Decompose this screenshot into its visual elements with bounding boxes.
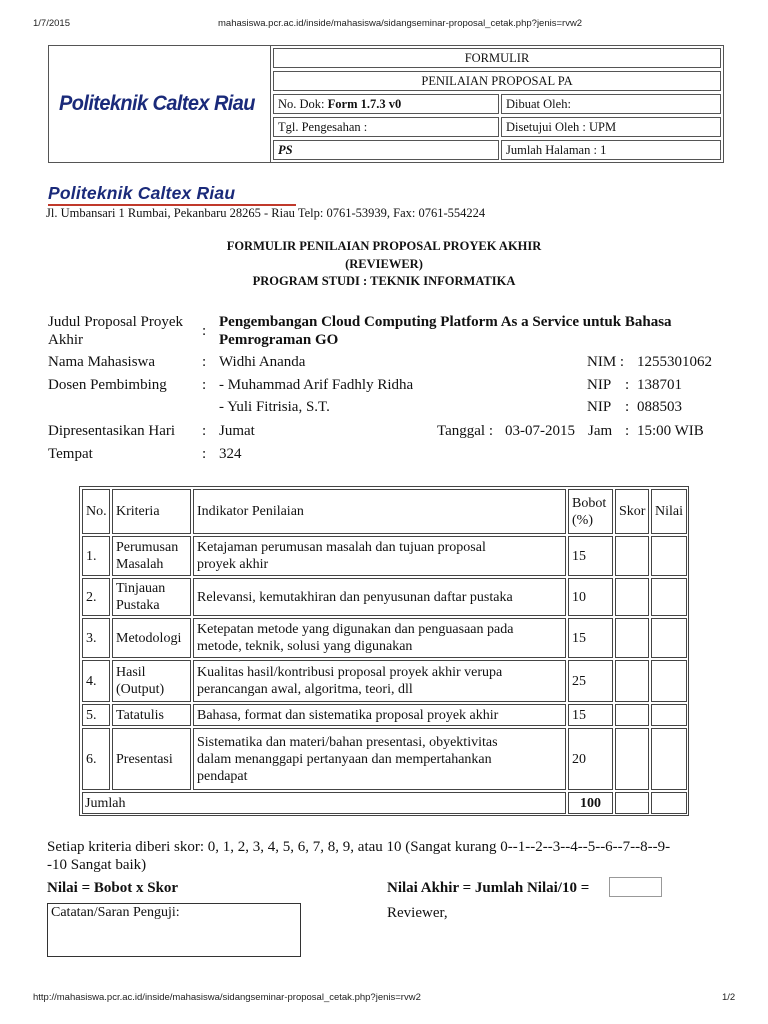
row-6-bobot: 20 — [572, 751, 586, 767]
row-5-nilai-cell[interactable] — [651, 704, 687, 726]
hari-value: Jumat — [219, 423, 255, 439]
assessment-table — [79, 486, 689, 816]
row-6-skor-cell[interactable] — [615, 728, 649, 790]
header-no — [82, 489, 110, 534]
tempat-label: Tempat — [48, 446, 93, 462]
institution-address: Jl. Umbansari 1 Rumbai, Pekanbaru 28265 - Riau Telp: 0761-53939, Fax: 0761-554224 — [46, 206, 486, 220]
table-row-bobot — [568, 618, 613, 658]
row-1-nilai-cell[interactable] — [651, 536, 687, 576]
table-row-indikator — [193, 618, 566, 658]
row-1-kriteria-cont: Masalah — [116, 557, 164, 572]
table-row-kriteria — [112, 578, 191, 616]
jumlah-label-cell — [82, 792, 566, 814]
nilai-akhir-input[interactable] — [609, 877, 662, 897]
ps-cell: PS — [273, 140, 499, 160]
row-4-skor-cell[interactable] — [615, 660, 649, 702]
row-2-kriteria-cont: Pustaka — [116, 598, 160, 613]
row-6-indikator-cont-2: pendapat — [197, 768, 248, 784]
row-2-bobot: 10 — [572, 589, 586, 605]
row-2-nilai-cell[interactable] — [651, 578, 687, 616]
table-row-kriteria — [112, 618, 191, 658]
scoring-note: Setiap kriteria diberi skor: 0, 1, 2, 3, 4, 5, 6, 7, 8, 9, atau 10 (Sangat kurang 0--1--2--3--4--5--6--7--8--9- — [47, 839, 671, 855]
header-kriteria-text: Kriteria — [116, 504, 160, 519]
table-row-no — [82, 728, 110, 790]
created-by-cell: Dibuat Oleh: — [501, 94, 721, 114]
nim-value: 1255301062 — [637, 354, 712, 370]
row-6-kriteria: Presentasi — [116, 751, 173, 767]
row-4-indikator-cont: perancangan awal, algoritma, teori, dll — [197, 682, 413, 697]
header-skor-text: Skor — [619, 504, 646, 519]
colon: : — [202, 423, 207, 439]
colon: : — [202, 446, 207, 462]
jumlah-label: Jumlah — [85, 795, 126, 811]
doc-number-cell — [273, 94, 499, 114]
table-row-indikator — [193, 536, 566, 576]
judul-label-cont: Akhir — [48, 332, 83, 348]
table-row-bobot — [568, 578, 613, 616]
page-count-cell: Jumlah Halaman : 1 — [501, 140, 721, 160]
row-1-skor-cell[interactable] — [615, 536, 649, 576]
jam-label: Jam — [588, 423, 613, 439]
table-row-indikator — [193, 660, 566, 702]
table-row-kriteria — [112, 728, 191, 790]
row-6-indikator-cont: dalam menanggapi pertanyaan dan mempertahankan — [197, 751, 492, 767]
nilai-formula: Nilai = Bobot x Skor — [47, 880, 179, 896]
table-row-no — [82, 704, 110, 726]
row-4-indikator: Kualitas hasil/kontribusi proposal proyek akhir verupa — [197, 665, 503, 680]
nip-label: NIP — [587, 377, 612, 393]
colon: : — [625, 399, 630, 415]
jumlah-nilai-cell[interactable] — [651, 792, 687, 814]
row-6-nilai-cell[interactable] — [651, 728, 687, 790]
row-2-skor-cell[interactable] — [615, 578, 649, 616]
row-5-indikator: Bahasa, format dan sistematika proposal proyek akhir — [197, 707, 499, 723]
print-url: mahasiswa.pcr.ac.id/inside/mahasiswa/sidangseminar-proposal_cetak.php?jenis=rvw2 — [218, 18, 583, 29]
header-skor — [615, 489, 649, 534]
jumlah-bobot: 100 — [580, 795, 601, 811]
table-row-indikator — [193, 728, 566, 790]
catatan-label: Catatan/Saran Penguji: — [51, 905, 180, 920]
jumlah-bobot-cell — [568, 792, 613, 814]
row-3-nilai-cell[interactable] — [651, 618, 687, 658]
row-3-kriteria: Metodologi — [116, 630, 182, 646]
footer-url: http://mahasiswa.pcr.ac.id/inside/mahasiswa/sidangseminar-proposal_cetak.php?jenis=rvw2 — [33, 992, 421, 1003]
nip-label: NIP — [587, 399, 612, 415]
row-5-no: 5. — [86, 707, 97, 723]
catatan-box[interactable] — [47, 903, 301, 957]
logo-cell — [49, 46, 271, 162]
tanggal-value: 03-07-2015 — [505, 423, 575, 439]
colon: : — [202, 323, 207, 339]
row-1-no: 1. — [86, 548, 97, 564]
reviewer-label: Reviewer, — [387, 905, 448, 921]
form-subtitle-cell: PENILAIAN PROPOSAL PA — [273, 71, 721, 91]
footer-page-number: 1/2 — [722, 992, 736, 1003]
row-3-no: 3. — [86, 630, 97, 646]
nip-2-value: 088503 — [637, 399, 682, 415]
tempat-value: 324 — [219, 446, 242, 462]
header-indikator — [193, 489, 566, 534]
doc-number-label: No. Dok: — [278, 97, 328, 111]
row-1-indikator: Ketajaman perumusan masalah dan tujuan proposal — [197, 540, 486, 555]
nilai-akhir-formula: Nilai Akhir = Jumlah Nilai/10 = — [387, 880, 590, 896]
table-row-kriteria — [112, 704, 191, 726]
table-row-indikator — [193, 704, 566, 726]
row-4-bobot: 25 — [572, 673, 586, 689]
judul-value-cont: Pemrograman GO — [219, 332, 339, 348]
tanggal-label: Tanggal : — [437, 423, 494, 439]
table-row-kriteria — [112, 536, 191, 576]
table-row-no — [82, 536, 110, 576]
table-row-no — [82, 578, 110, 616]
header-bobot — [568, 489, 613, 534]
scoring-note-cont: -10 Sangat baik) — [47, 857, 147, 873]
row-4-nilai-cell[interactable] — [651, 660, 687, 702]
header-no-text: No. — [86, 504, 107, 519]
nama-label: Nama Mahasiswa — [48, 354, 156, 370]
colon: : — [202, 377, 207, 393]
table-row-kriteria — [112, 660, 191, 702]
nama-value: Widhi Ananda — [219, 354, 306, 370]
table-row-no — [82, 660, 110, 702]
header-kriteria — [112, 489, 191, 534]
colon: : — [625, 423, 630, 439]
row-3-indikator: Ketepatan metode yang digunakan dan penguasaan pada — [197, 622, 514, 637]
approval-date-cell: Tgl. Pengesahan : — [273, 117, 499, 137]
row-4-no: 4. — [86, 673, 97, 689]
print-header — [0, 18, 768, 32]
approved-by-cell: Disetujui Oleh : UPM — [501, 117, 721, 137]
row-3-bobot: 15 — [572, 630, 586, 646]
document-title: FORMULIR PENILAIAN PROPOSAL PROYEK AKHIR — [226, 239, 542, 253]
judul-value: Pengembangan Cloud Computing Platform As a Service untuk Bahasa — [219, 314, 672, 330]
row-4-kriteria-cont: (Output) — [116, 682, 165, 697]
print-date: 1/7/2015 — [33, 18, 70, 29]
row-2-no: 2. — [86, 589, 97, 605]
row-6-no: 6. — [86, 751, 97, 767]
row-2-kriteria: Tinjauan — [116, 581, 166, 596]
dosen-2-value: - Yuli Fitrisia, S.T. — [219, 399, 330, 415]
row-3-indikator-cont: metode, teknik, solusi yang digunakan — [197, 639, 413, 654]
header-nilai — [651, 489, 687, 534]
institution-logo-banner: Politeknik Caltex Riau — [48, 183, 236, 203]
hari-label: Dipresentasikan Hari — [48, 423, 176, 439]
table-row-bobot — [568, 660, 613, 702]
study-program: PROGRAM STUDI : TEKNIK INFORMATIKA — [252, 274, 516, 288]
row-1-bobot: 15 — [572, 548, 586, 564]
header-nilai-text: Nilai — [655, 504, 683, 519]
row-1-indikator-cont: proyek akhir — [197, 557, 269, 572]
dosen-1-value: - Muhammad Arif Fadhly Ridha — [219, 377, 414, 393]
row-4-kriteria: Hasil — [116, 665, 146, 680]
institution-logo: Politeknik Caltex Riau — [59, 92, 255, 115]
row-5-bobot: 15 — [572, 707, 586, 723]
doc-number-value: Form 1.7.3 v0 — [327, 97, 402, 111]
header-indikator-text: Indikator Penilaian — [197, 504, 304, 519]
table-row-bobot — [568, 728, 613, 790]
document-subtitle: (REVIEWER) — [345, 257, 423, 271]
nip-1-value: 138701 — [637, 377, 682, 393]
table-row-bobot — [568, 536, 613, 576]
form-title-cell: FORMULIR — [273, 48, 721, 68]
jumlah-skor-cell[interactable] — [615, 792, 649, 814]
header-bobot-text: Bobot — [572, 495, 607, 511]
dosen-label: Dosen Pembimbing — [48, 377, 167, 393]
colon: : — [202, 354, 207, 370]
row-6-indikator: Sistematika dan materi/bahan presentasi, obyektivitas — [197, 734, 498, 750]
row-1-kriteria: Perumusan — [116, 540, 179, 555]
table-row-no — [82, 618, 110, 658]
table-row-bobot — [568, 704, 613, 726]
row-5-kriteria: Tatatulis — [116, 707, 165, 723]
nim-label: NIM : — [587, 354, 625, 370]
table-row-indikator — [193, 578, 566, 616]
jam-value: 15:00 WIB — [637, 423, 704, 439]
judul-label: Judul Proposal Proyek — [48, 314, 183, 330]
header-bobot-unit: (%) — [572, 512, 593, 528]
form-header-table — [48, 45, 724, 163]
row-5-skor-cell[interactable] — [615, 704, 649, 726]
colon: : — [625, 377, 630, 393]
row-3-skor-cell[interactable] — [615, 618, 649, 658]
row-2-indikator: Relevansi, kemutakhiran dan penyusunan daftar pustaka — [197, 589, 513, 605]
